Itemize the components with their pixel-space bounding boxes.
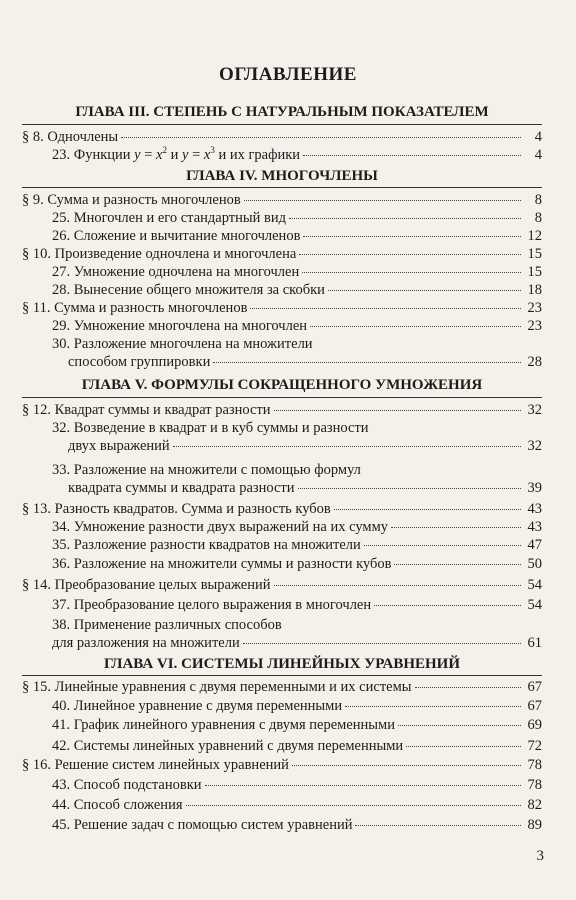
toc-entry-34[interactable]: 34. Умножение разности двух выражений на их сумму 43 [52,519,542,535]
leader-dots [394,564,521,565]
toc-entry-41[interactable]: 41. График линейного уравнения с двумя переменными 69 [52,717,542,733]
leader-dots [292,765,521,766]
leader-dots [406,746,521,747]
leader-dots [213,362,521,363]
leader-dots [121,137,521,138]
toc-entry-45[interactable]: 45. Решение задач с помощью систем уравнений 89 [52,817,542,833]
toc-entry-30[interactable]: способом группировки 28 [68,354,542,370]
leader-dots [374,605,521,606]
toc-entry-sec-15[interactable]: § 15. Линейные уравнения с двумя переменными и их системы 67 [22,679,542,695]
leader-dots [289,218,521,219]
chapter-divider [22,187,542,188]
toc-entry-sec-10[interactable]: § 10. Произведение одночлена и многочлена 15 [22,246,542,262]
leader-dots [186,805,522,806]
toc-entry-27[interactable]: 27. Умножение одночлена на многочлен 15 [52,264,542,280]
chapter-5-heading: ГЛАВА V. ФОРМУЛЫ СОКРАЩЕННОГО УМНОЖЕНИЯ [81,377,483,393]
toc-entry-29[interactable]: 29. Умножение многочлена на многочлен 23 [52,318,542,334]
toc-entry-36[interactable]: 36. Разложение на множители суммы и разности кубов 50 [52,556,542,572]
toc-entry-40[interactable]: 40. Линейное уравнение с двумя переменными 67 [52,698,542,714]
leader-dots [328,290,521,291]
toc-entry-32-line1: 32. Возведение в квадрат и в куб суммы и разности [52,420,369,436]
toc-entry-32[interactable]: двух выражений 32 [68,438,542,454]
toc-entry-sec-14[interactable]: § 14. Преобразование целых выражений 54 [22,577,542,593]
leader-dots [364,545,521,546]
toc-entry-26[interactable]: 26. Сложение и вычитание многочленов 12 [52,228,542,244]
chapter-divider [22,124,542,125]
leader-dots [355,825,521,826]
chapter-divider [22,397,542,398]
toc-entry-43[interactable]: 43. Способ подстановки 78 [52,777,542,793]
leader-dots [302,272,521,273]
toc-entry-sec-9[interactable]: § 9. Сумма и разность многочленов 8 [22,192,542,208]
toc-title: ОГЛАВЛЕНИЕ [219,64,357,85]
toc-entry-sec-11[interactable]: § 11. Сумма и разность многочленов 23 [22,300,542,316]
toc-entry-44[interactable]: 44. Способ сложения 82 [52,797,542,813]
toc-entry-25[interactable]: 25. Многочлен и его стандартный вид 8 [52,210,542,226]
toc-entry-35[interactable]: 35. Разложение разности квадратов на множители 47 [52,537,542,553]
chapter-6-heading: ГЛАВА VI. СИСТЕМЫ ЛИНЕЙНЫХ УРАВНЕНИЙ [103,656,460,672]
leader-dots [334,509,521,510]
toc-entry-sec-16[interactable]: § 16. Решение систем линейных уравнений 78 [22,757,542,773]
toc-entry-33-line1: 33. Разложение на множители с помощью формул [52,462,361,478]
leader-dots [298,488,521,489]
toc-entry-42[interactable]: 42. Системы линейных уравнений с двумя переменными 72 [52,738,542,754]
leader-dots [274,585,521,586]
toc-entry-sec-13[interactable]: § 13. Разность квадратов. Сумма и разность кубов 43 [22,501,542,517]
toc-entry-28[interactable]: 28. Вынесение общего множителя за скобки 18 [52,282,542,298]
toc-entry-33[interactable]: квадрата суммы и квадрата разности 39 [68,480,542,496]
leader-dots [345,706,521,707]
leader-dots [310,326,521,327]
leader-dots [303,155,521,156]
leader-dots [205,785,522,786]
leader-dots [250,308,521,309]
toc-entry-sec-8[interactable]: § 8. Одночлены 4 [22,129,542,145]
toc-entry-sec-12[interactable]: § 12. Квадрат суммы и квадрат разности 32 [22,402,542,418]
chapter-3-heading: ГЛАВА III. СТЕПЕНЬ С НАТУРАЛЬНЫМ ПОКАЗАТЕЛЕМ [75,104,489,120]
leader-dots [299,254,521,255]
chapter-4-heading: ГЛАВА IV. МНОГОЧЛЕНЫ [186,168,378,184]
leader-dots [274,410,521,411]
toc-entry-30-line1: 30. Разложение многочлена на множители [52,336,313,352]
toc-entry-37[interactable]: 37. Преобразование целого выражения в многочлен 54 [52,597,542,613]
page-number: 3 [536,848,544,864]
toc-entry-38-line1: 38. Применение различных способов [52,617,282,633]
toc-entry-38[interactable]: для разложения на множители 61 [52,635,542,651]
leader-dots [244,200,521,201]
chapter-divider [22,675,542,676]
toc-entry-23[interactable]: 23. Функции $y = x^2$ и $y = x^3$ и их графики 4 [52,145,542,163]
leader-dots [398,725,521,726]
leader-dots [391,527,521,528]
leader-dots [243,643,521,644]
leader-dots [173,446,521,447]
leader-dots [415,687,521,688]
leader-dots [303,236,521,237]
